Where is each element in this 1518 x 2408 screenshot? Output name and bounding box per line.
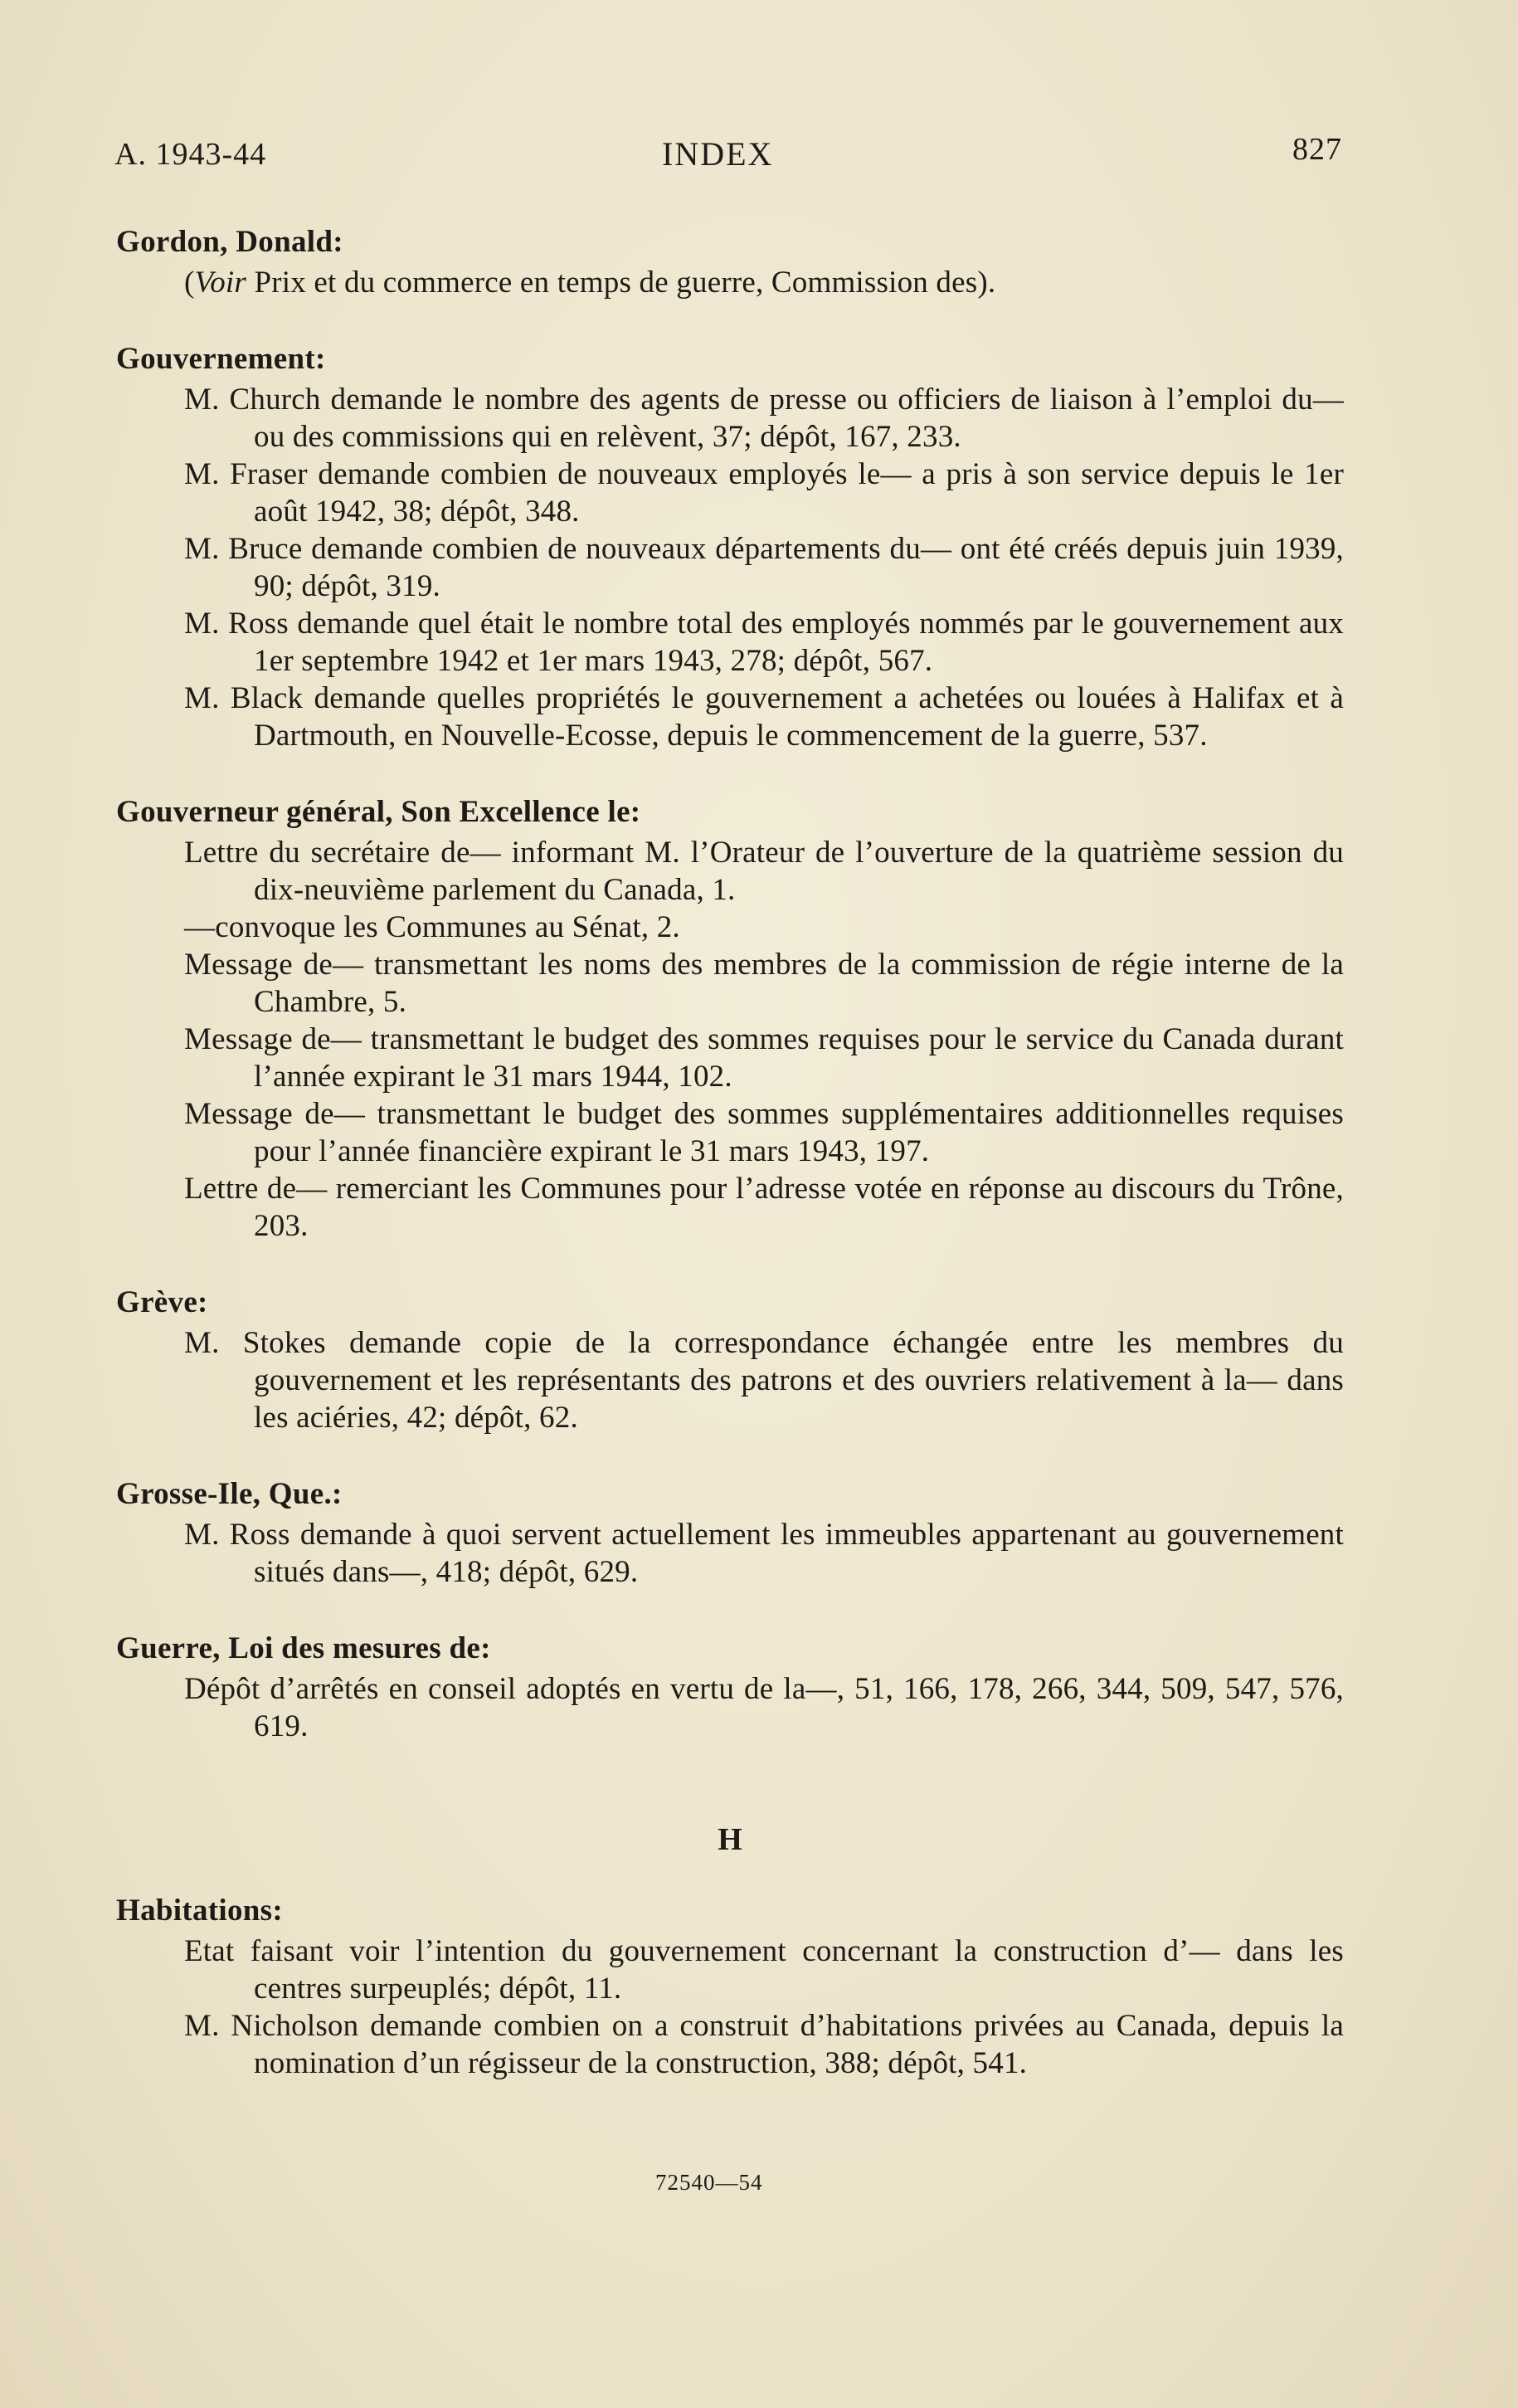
index-entry-grosse-ile <box>116 1475 1344 1591</box>
entry-item: M. Bruce demande combien de nouveaux départements du— ont été créés depuis juin 1939, 90; dépôt, 319. <box>184 532 1344 603</box>
entry-item: M. Church demande le nombre des agents de presse ou officiers de liaison à l’emploi du— ou des commissions qui en relèvent, 37; dépôt, 167, 233. <box>184 383 1344 454</box>
entry-heading: Gouverneur général, Son Excellence le: <box>116 795 641 829</box>
entry-heading: Grosse-Ile, Que.: <box>116 1477 343 1511</box>
entry-item: M. Nicholson demande combien on a construit d’habitations privées au Canada, depuis la nomination d’un régisseur de la construction, 388; dépôt, 541. <box>184 2009 1344 2080</box>
entry-item: Message de— transmettant les noms des membres de la commission de régie interne de la Chambre, 5. <box>184 948 1344 1019</box>
entry-heading: Guerre, Loi des mesures de: <box>116 1631 491 1665</box>
entry-heading: Gordon, Donald: <box>116 225 343 259</box>
entry-heading: Habitations: <box>116 1894 283 1928</box>
entry-item: Message de— transmettant le budget des sommes requises pour le service du Canada durant l’année expirant le 31 mars 1944, 102. <box>184 1022 1344 1094</box>
entry-item: (Voir Prix et du commerce en temps de guerre, Commission des). <box>184 266 996 300</box>
printer-signature: 72540—54 <box>655 2170 763 2195</box>
index-content <box>116 222 1344 2120</box>
entry-item: M. Fraser demande combien de nouveaux employés le— a pris à son service depuis le 1er août 1942, 38; dépôt, 348. <box>184 457 1344 529</box>
index-entry-guerre <box>116 1629 1344 1745</box>
index-entry-gouvernement <box>116 339 1344 754</box>
index-entry-greve <box>116 1283 1344 1436</box>
page-number: 827 <box>1292 132 1342 167</box>
section-letter-heading: H <box>718 1822 742 1857</box>
entry-item: Etat faisant voir l’intention du gouvernement concernant la construction d’— dans les centres surpeuplés; dépôt, 11. <box>184 1934 1344 2006</box>
index-entry-gordon <box>116 222 1344 301</box>
entry-item: Message de— transmettant le budget des sommes supplémentaires additionnelles requises pour l’année financière expirant le 31 mars 1943, 197. <box>184 1097 1344 1168</box>
entry-item: M. Ross demande à quoi servent actuellement les immeubles appartenant au gouvernement situés dans—, 418; dépôt, 629. <box>184 1518 1344 1589</box>
entry-item: —convoque les Communes au Sénat, 2. <box>184 910 680 944</box>
entry-item: M. Black demande quelles propriétés le gouvernement a achetées ou louées à Halifax et à Dartmouth, en Nouvelle-Ecosse, depuis le commencement de la guerre, 537. <box>184 681 1344 753</box>
entry-item: Lettre du secrétaire de— informant M. l’Orateur de l’ouverture de la quatrième session du dix-neuvième parlement du Canada, 1. <box>184 836 1344 907</box>
entry-heading: Grève: <box>116 1285 208 1319</box>
header-title: INDEX <box>662 135 774 173</box>
index-entry-gouverneur-general <box>116 792 1344 1245</box>
entry-item: M. Ross demande quel était le nombre total des employés nommés par le gouvernement aux 1er septembre 1942 et 1er mars 1943, 278; dépôt, 567. <box>184 607 1344 678</box>
entry-item: Dépôt d’arrêtés en conseil adoptés en vertu de la—, 51, 166, 178, 266, 344, 509, 547, 576, 619. <box>184 1672 1344 1743</box>
header-session: A. 1943-44 <box>114 137 267 172</box>
entry-item: Lettre de— remerciant les Communes pour l’adresse votée en réponse au discours du Trône, 203. <box>184 1172 1344 1243</box>
entry-item: M. Stokes demande copie de la correspondance échangée entre les membres du gouvernement et les représentants des patrons et des ouvriers relativement à la— dans les aciéries, 42; dépôt, 62. <box>184 1326 1344 1435</box>
index-entry-habitations <box>116 1891 1344 2082</box>
entry-heading: Gouvernement: <box>116 342 326 376</box>
page-header <box>114 131 1342 181</box>
